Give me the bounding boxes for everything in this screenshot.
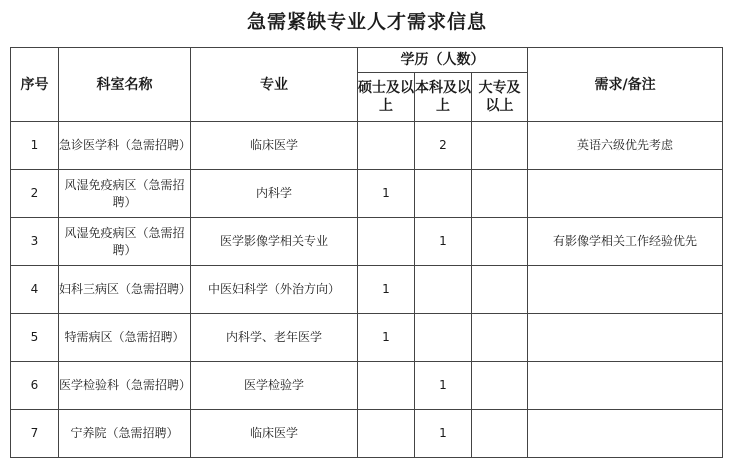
demand-table [10, 47, 723, 458]
cell-dept [59, 266, 191, 314]
cell-remark: 有影像学相关工作经验优先 [528, 218, 723, 266]
cell-remark: 英语六级优先考虑 [528, 122, 723, 170]
header-major: 专业 [191, 48, 358, 122]
cell-major: 医学影像学相关专业 [191, 218, 358, 266]
dept-text: 风湿免疫病区（急需招聘） [64, 225, 185, 257]
cell-masters: 1 [358, 266, 415, 314]
header-row [11, 48, 723, 73]
cell-college [472, 122, 528, 170]
dept-text: 风湿免疫病区（急需招聘） [64, 177, 185, 209]
cell-bachelor [415, 170, 472, 218]
cell-no: 4 [11, 266, 59, 314]
cell-major: 临床医学 [191, 122, 358, 170]
header-education: 学历（人数） [358, 48, 528, 73]
cell-no: 3 [11, 218, 59, 266]
cell-major: 临床医学 [191, 410, 358, 458]
cell-major: 医学检验学 [191, 362, 358, 410]
cell-bachelor: 2 [415, 122, 472, 170]
cell-major: 中医妇科学（外治方向） [191, 266, 358, 314]
cell-no: 5 [11, 314, 59, 362]
dept-text: 急诊医学科（急需招聘） [59, 138, 192, 152]
cell-dept [59, 410, 191, 458]
cell-remark [528, 410, 723, 458]
cell-remark [528, 266, 723, 314]
cell-bachelor [415, 266, 472, 314]
cell-masters: 1 [358, 314, 415, 362]
cell-college [472, 266, 528, 314]
cell-no: 7 [11, 410, 59, 458]
cell-masters: 1 [358, 170, 415, 218]
dept-text: 妇科三病区（急需招聘） [59, 282, 192, 296]
table-row [11, 170, 723, 218]
table-row [11, 410, 723, 458]
header-remark: 需求/备注 [528, 48, 723, 122]
cell-college [472, 218, 528, 266]
header-bachelor: 本科及以上 [415, 73, 472, 122]
cell-college [472, 410, 528, 458]
cell-college [472, 362, 528, 410]
header-college: 大专及以上 [472, 73, 528, 122]
table-row [11, 122, 723, 170]
cell-dept [59, 170, 191, 218]
cell-dept [59, 314, 191, 362]
cell-bachelor: 1 [415, 410, 472, 458]
table-row [11, 266, 723, 314]
cell-remark [528, 314, 723, 362]
cell-masters [358, 218, 415, 266]
header-masters: 硕士及以上 [358, 73, 415, 122]
dept-text: 医学检验科（急需招聘） [59, 378, 192, 392]
cell-major: 内科学 [191, 170, 358, 218]
cell-college [472, 314, 528, 362]
table-row [11, 362, 723, 410]
cell-bachelor: 1 [415, 218, 472, 266]
cell-dept [59, 362, 191, 410]
cell-major: 内科学、老年医学 [191, 314, 358, 362]
cell-no: 6 [11, 362, 59, 410]
cell-remark [528, 362, 723, 410]
cell-no: 1 [11, 122, 59, 170]
page-title: 急需紧缺专业人才需求信息 [246, 11, 487, 33]
cell-bachelor [415, 314, 472, 362]
table-row [11, 314, 723, 362]
cell-no: 2 [11, 170, 59, 218]
cell-bachelor: 1 [415, 362, 472, 410]
cell-masters [358, 122, 415, 170]
cell-masters [358, 410, 415, 458]
cell-dept [59, 122, 191, 170]
header-no: 序号 [11, 48, 59, 122]
cell-remark [528, 170, 723, 218]
table-row [11, 218, 723, 266]
dept-text: 宁养院（急需招聘） [70, 426, 179, 440]
dept-text: 特需病区（急需招聘） [64, 330, 185, 344]
header-dept: 科室名称 [59, 48, 191, 122]
cell-college [472, 170, 528, 218]
cell-masters [358, 362, 415, 410]
cell-dept [59, 218, 191, 266]
